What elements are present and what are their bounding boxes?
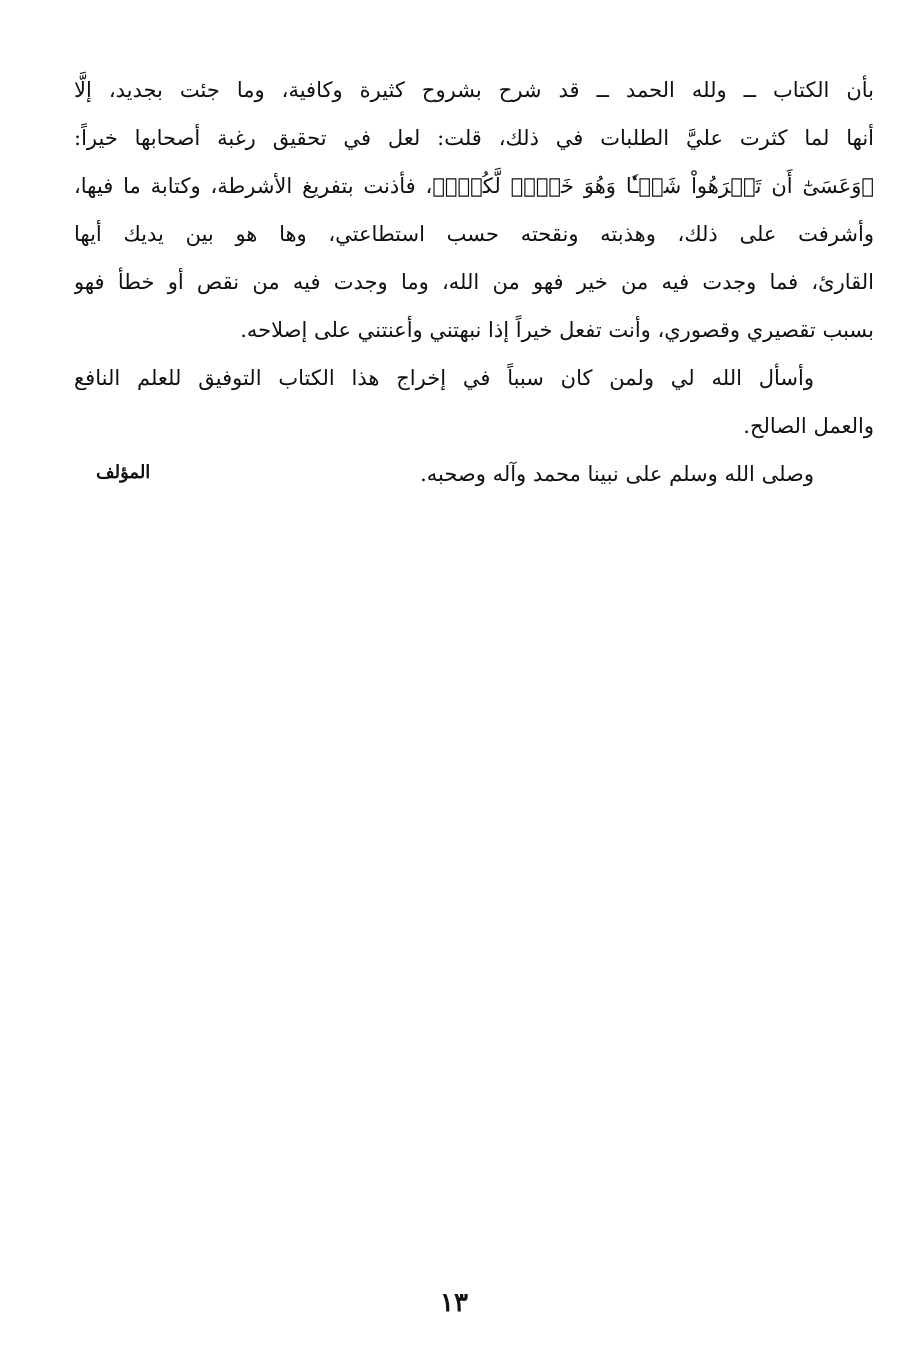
text-line: وصلى الله وسلم على نبينا محمد وآله وصحبه. xyxy=(420,462,814,486)
quran-verse-line: ﴿وَعَسَىٰٓ أَن تَكۡرَهُواْ شَيۡـٔٗا وَهُوَ خَيۡرٞ لَّكُمۡۖ﴾، فأذنت بتفريغ الأشرطة، وكتابة ما فيها، xyxy=(74,174,874,198)
author-signature: المؤلف xyxy=(96,462,151,483)
text-line: أنها لما كثرت عليَّ الطلبات في ذلك، قلت: لعل في تحقيق رغبة أصحابها خيراً: xyxy=(74,126,874,150)
page-number: ١٣ xyxy=(440,1288,468,1318)
body-text xyxy=(74,66,874,498)
text-line: وأشرفت على ذلك، وهذبته ونقحته حسب استطاعتي، وها هو بين يديك أيها xyxy=(74,222,874,246)
text-line: القارئ، فما وجدت فيه من خير فهو من الله، وما وجدت فيه من نقص أو خطأ فهو xyxy=(74,270,874,294)
text-line: بسبب تقصيري وقصوري، وأنت تفعل خيراً إذا نبهتني وأعنتني على إصلاحه. xyxy=(240,318,874,342)
text-line: وأسأل الله لي ولمن كان سبباً في إخراج هذا الكتاب التوفيق للعلم النافع xyxy=(74,366,814,390)
text-line: بأن الكتاب ــ ولله الحمد ــ قد شرح بشروح كثيرة وكافية، وما جئت بجديد، إلَّا xyxy=(74,78,874,102)
text-line: والعمل الصالح. xyxy=(743,414,874,438)
